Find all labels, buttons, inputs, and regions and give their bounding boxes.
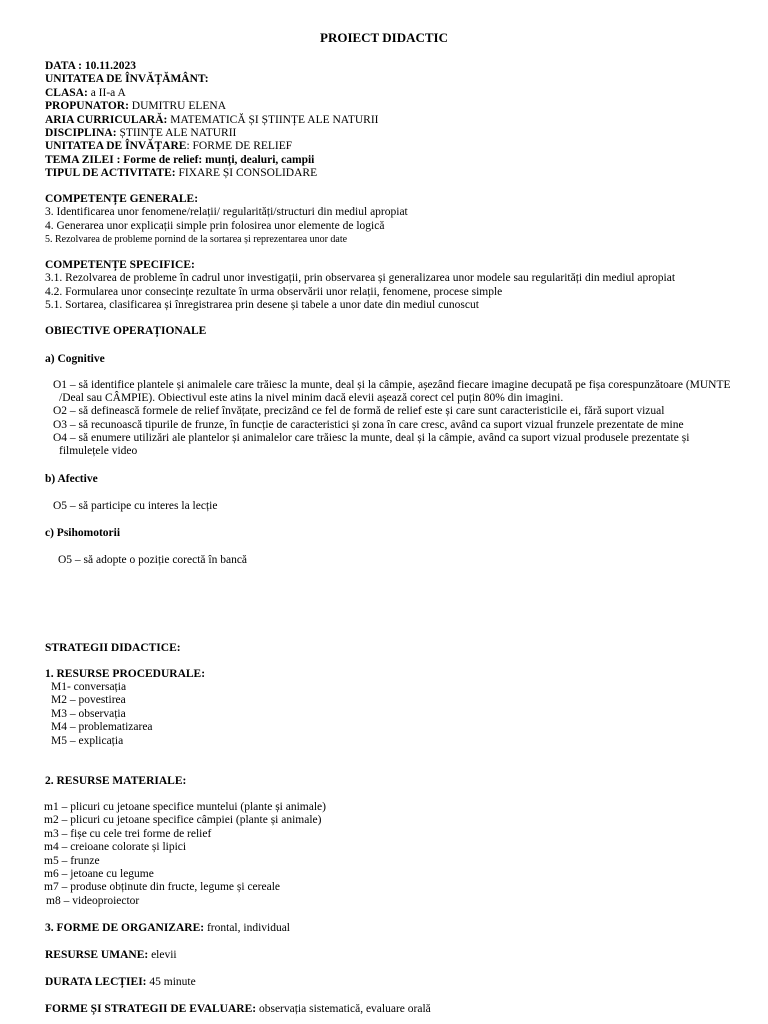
forme-evaluare: FORME ȘI STRATEGII DE EVALUARE: observația sistematică, evaluare orală	[45, 1003, 431, 1015]
list-item: m1 – plicuri cu jetoane specifice muntelui (plante și animale)	[44, 801, 326, 813]
resurse-materiale-list	[44, 801, 744, 908]
header-disciplina: DISCIPLINA: ȘTIINȚE ALE NATURII	[45, 127, 237, 140]
list-item: M4 – problematizarea	[51, 721, 153, 734]
list-item: 3. Identificarea unor fenomene/relații/ regularități/structuri din mediul apropiat	[45, 206, 408, 219]
resurse-procedurale-list	[51, 681, 751, 748]
section-heading: COMPETENȚE SPECIFICE:	[45, 259, 195, 271]
competente-generale	[45, 193, 745, 247]
list-item: m6 – jetoane cu legume	[44, 868, 154, 881]
objective-o1: O1 – să identifice plantele și animalele care trăiesc la munte, deal și la câmpie, așezând fiecare imagine decupată pe fișa corespunzătoare (MUNTE /Deal sau CÂMPIE). Obiectivul este atins la nivel minim dacă elevii așează corect cel puțin 80% din imagini.	[53, 379, 731, 405]
subsection-heading: 1. RESURSE PROCEDURALE:	[45, 668, 206, 680]
objective-o3: O3 – să recunoască tipurile de frunze, în funcție de caracteristici și zona în care cresc, având ca suport vizual frunzele prezentate de mine	[53, 419, 684, 431]
objective-o5-afective: O5 – să participe cu interes la lecție	[53, 500, 218, 512]
section-heading: COMPETENȚE GENERALE:	[45, 193, 199, 205]
competente-specifice	[45, 259, 745, 313]
resurse-umane: RESURSE UMANE: elevii	[45, 949, 177, 961]
list-item: m4 – creioane colorate și lipici	[44, 841, 187, 854]
section-heading: STRATEGII DIDACTICE:	[45, 642, 181, 654]
subsection-heading: b) Afective	[45, 473, 98, 485]
header-clasa: CLASA: a II-a A	[45, 86, 126, 99]
list-item: 4. Generarea unor explicații simple prin folosirea unor elemente de logică	[45, 219, 385, 232]
subsection-heading: 2. RESURSE MATERIALE:	[45, 775, 187, 787]
subsection-heading: a) Cognitive	[45, 353, 105, 365]
section-heading: OBIECTIVE OPERAȚIONALE	[45, 325, 207, 337]
list-item: m2 – plicuri cu jetoane specifice câmpiei (plante și animale)	[44, 814, 322, 827]
header-tip: TIPUL DE ACTIVITATE: FIXARE ȘI CONSOLIDARE	[45, 167, 318, 180]
header-date: DATA : 10.11.2023	[45, 60, 136, 72]
header-propunator: PROPUNATOR: DUMITRU ELENA	[45, 100, 227, 113]
document-title: PROIECT DIDACTIC	[320, 30, 448, 45]
header-unitatea: UNITATEA DE ÎNVĂȚĂMÂNT:	[45, 73, 209, 86]
header-block	[45, 60, 745, 181]
list-item: m3 – fișe cu cele trei forme de relief	[44, 827, 212, 840]
header-aria: ARIA CURRICULARĂ: MATEMATICĂ ȘI ȘTIINȚE ALE NATURII	[45, 113, 379, 126]
objective-o4: O4 – să enumere utilizări ale plantelor și animalelor care trăiesc la munte, deal și la câmpie, având ca suport vizual produsele prezentate și filmulețele video	[53, 432, 690, 458]
list-item: M2 – povestirea	[51, 694, 126, 707]
list-item: m8 – videoproiector	[46, 894, 140, 907]
list-item: 3.1. Rezolvarea de probleme în cadrul unor investigații, prin observarea și generalizarea unor modele sau regularități din mediul apropiat	[45, 272, 676, 285]
list-item: m7 – produse obținute din fructe, legume și cereale	[44, 881, 280, 894]
list-item: 5. Rezolvarea de probleme pornind de la sortarea și reprezentarea unor date	[45, 234, 348, 246]
list-item: 4.2. Formularea unor consecințe rezultate în urma observării unor relații, fenomene, procese simple	[45, 285, 503, 298]
objective-o2: O2 – să definească formele de relief învățate, precizând ce fel de formă de relief este și care sunt caracteristicile ei, fără suport vizual	[53, 405, 665, 417]
subsection-heading: c) Psihomotorii	[45, 527, 121, 539]
list-item: 5.1. Sortarea, clasificarea și înregistrarea prin desene și tabele a unor date din mediul cunoscut	[45, 299, 479, 312]
durata-lectiei: DURATA LECȚIEI: 45 minute	[45, 976, 196, 988]
objective-o5-psihomotorii: O5 – să adopte o poziție corectă în bancă	[58, 554, 248, 566]
forme-organizare: 3. FORME DE ORGANIZARE: frontal, individual	[45, 922, 291, 934]
list-item: M3 – observația	[51, 707, 126, 720]
list-item: M5 – explicația	[51, 734, 124, 747]
list-item: m5 – frunze	[44, 854, 100, 867]
header-unitatea-invatare: UNITATEA DE ÎNVĂȚARE: FORME DE RELIEF	[45, 140, 293, 153]
list-item: M1- conversația	[51, 681, 127, 693]
header-tema: TEMA ZILEI : Forme de relief: munți, dealuri, campii	[45, 153, 315, 166]
